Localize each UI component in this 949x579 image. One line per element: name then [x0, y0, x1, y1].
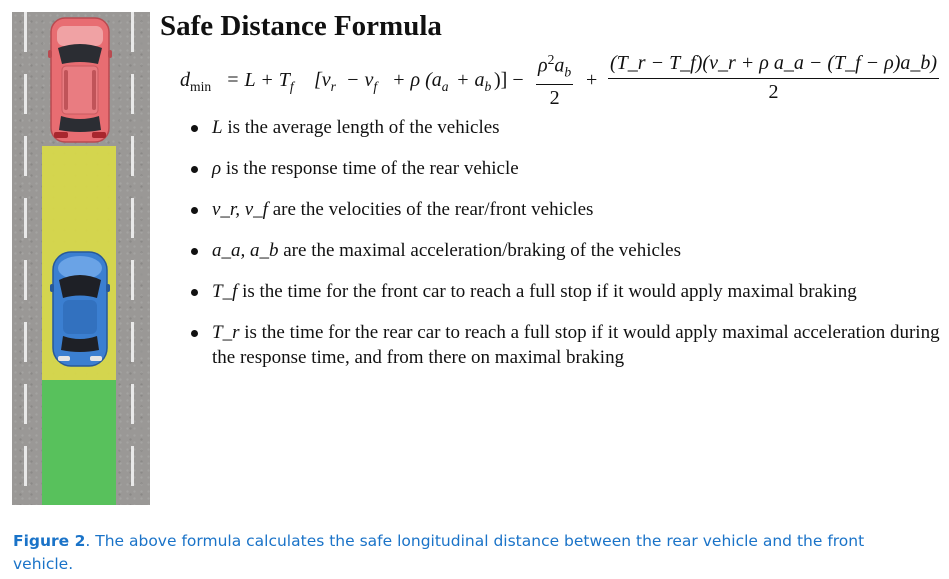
variable-definitions-list — [188, 115, 943, 386]
lane-line-right — [131, 12, 134, 505]
front-car-icon — [48, 16, 112, 144]
safe-distance-zone — [42, 380, 116, 505]
formula-fraction-2: $\frac{\text{(T\_r − T\_f)(v\_r + ρ a\_a − (T\_f − ρ)a\_b)}}{2}$ — [610, 52, 938, 103]
lane-line-left — [24, 12, 27, 505]
rear-car-icon — [50, 250, 110, 368]
list-item: a_a, a_b are the maximal acceleration/braking of the vehicles — [188, 238, 943, 263]
caption-text: . The above formula calculates the safe longitudinal distance between the rear vehicle and the front vehicle. — [13, 532, 865, 573]
formula-part-1: = $L + T_f$ — [226, 69, 294, 94]
formula-part-6: )] − — [494, 69, 524, 91]
formula-part-4: + ρ ($a_a$ — [392, 69, 449, 94]
formula-part-5: + $a_b$ — [456, 69, 492, 94]
figure-label: Figure 2 — [13, 532, 86, 550]
list-item: L is the average length of the vehicles — [188, 115, 943, 140]
formula-plus: + — [586, 69, 598, 91]
page-title: Safe Distance Formula — [160, 10, 442, 42]
road-illustration — [12, 12, 150, 505]
safe-distance-formula — [180, 52, 940, 112]
list-item: v_r, v_f are the velocities of the rear/front vehicles — [188, 197, 943, 222]
formula-part-2: [$v_r$ — [314, 69, 336, 94]
formula-part-3: − $v_f$ — [346, 69, 378, 94]
formula-lhs: $d_{min}$ — [180, 69, 212, 94]
figure-caption — [13, 530, 913, 576]
list-item: T_f is the time for the front car to reach a full stop if it would apply maximal braking — [188, 279, 943, 304]
list-item: ρ is the response time of the rear vehicle — [188, 156, 943, 181]
list-item: T_r is the time for the rear car to reach a full stop if it would apply maximal acceleration during the response time, and from there on maximal braking — [188, 320, 943, 370]
formula-fraction-1: $\frac{\rho^2a_b}{2}$ — [538, 52, 572, 109]
